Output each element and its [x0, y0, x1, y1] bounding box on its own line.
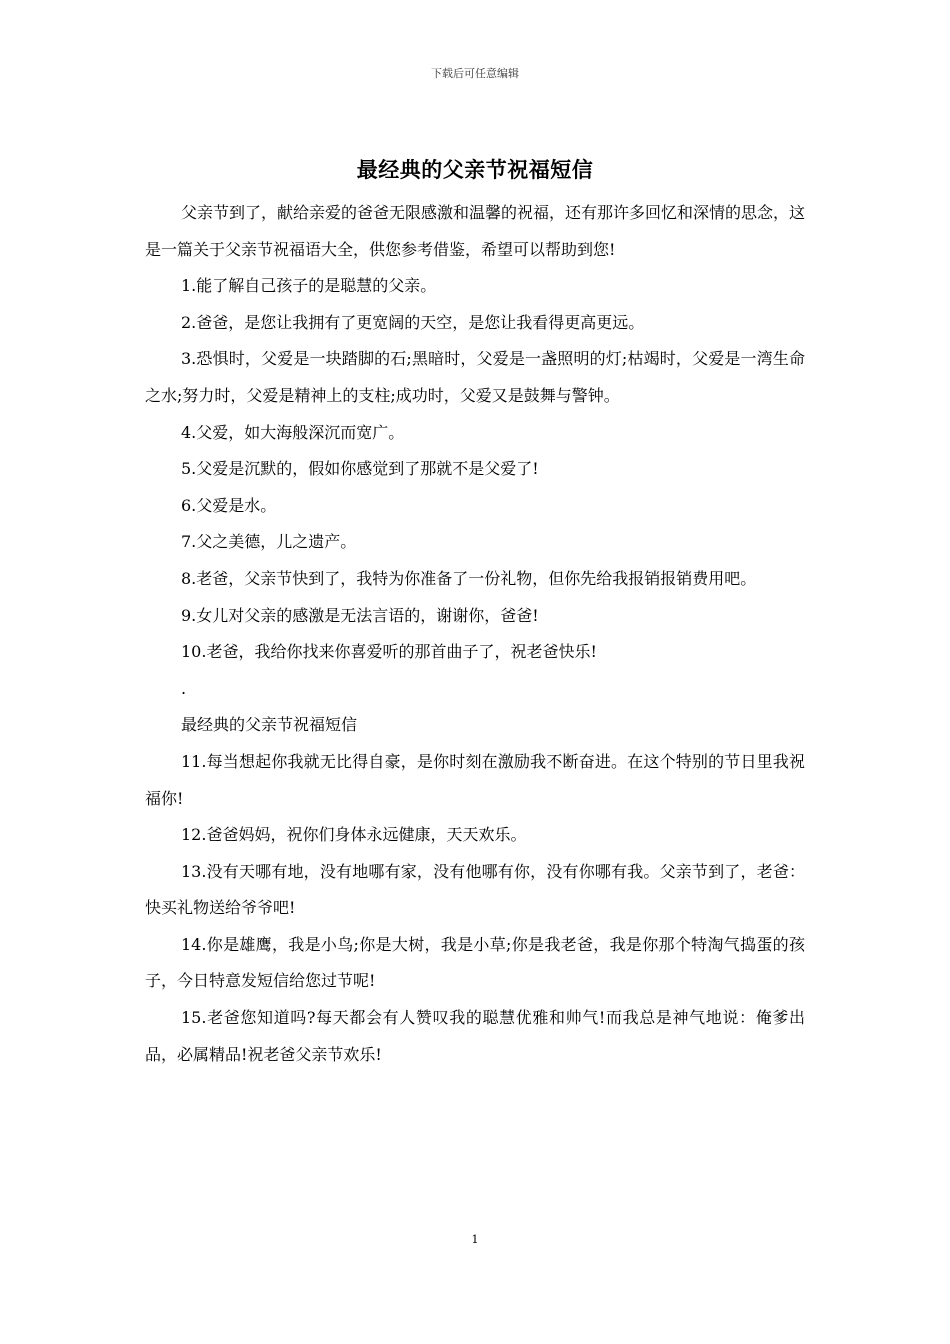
- document-body: [145, 195, 805, 1073]
- page-number: 1: [471, 1233, 479, 1246]
- section-subtitle: 最经典的父亲节祝福短信: [181, 715, 358, 735]
- page-header-note: 下载后可任意编辑: [431, 67, 519, 80]
- blessing-item-12: 12.爸爸妈妈，祝你们身体永远健康，天天欢乐。: [181, 825, 527, 845]
- blessing-item-4: 4.父爱，如大海般深沉而宽广。: [181, 422, 405, 442]
- blessing-item-14: 14.你是雄鹰，我是小鸟;你是大树，我是小草;你是我老爸，我是你那个特淘气捣蛋的孩子，今日特意发短信给您过节呢!: [145, 934, 805, 991]
- blessing-item-5: 5.父爱是沉默的，假如你感觉到了那就不是父爱了!: [181, 459, 539, 479]
- blessing-item-9: 9.女儿对父亲的感激是无法言语的，谢谢你，爸爸!: [181, 605, 539, 625]
- blessing-item-6: 6.父爱是水。: [181, 495, 277, 515]
- blessing-item-15: 15.老爸您知道吗?每天都会有人赞叹我的聪慧优雅和帅气!而我总是神气地说：俺爹出品，必属精品!祝老爸父亲节欢乐!: [145, 1008, 805, 1064]
- blessing-item-2: 2.爸爸，是您让我拥有了更宽阔的天空，是您让我看得更高更远。: [181, 312, 645, 332]
- blessing-item-13: 13.没有天哪有地，没有地哪有家，没有他哪有你，没有你哪有我。父亲节到了，老爸：快买礼物送给爷爷吧!: [145, 861, 805, 918]
- blessing-item-7: 7.父之美德，儿之遗产。: [181, 532, 357, 552]
- document-title: 最经典的父亲节祝福短信: [356, 158, 594, 182]
- separator-dot: .: [181, 678, 187, 698]
- blessing-item-10: 10.老爸，我给你找来你喜爱听的那首曲子了，祝老爸快乐!: [181, 642, 597, 662]
- blessing-item-3: 3.恐惧时，父爱是一块踏脚的石;黑暗时，父爱是一盏照明的灯;枯竭时，父爱是一湾生命之水;努力时，父爱是精神上的支柱;成功时，父爱又是鼓舞与警钟。: [145, 349, 805, 405]
- blessing-item-11: 11.每当想起你我就无比得自豪，是你时刻在激励我不断奋进。在这个特别的节日里我祝福你!: [145, 751, 805, 808]
- blessing-item-8: 8.老爸，父亲节快到了，我特为你准备了一份礼物，但你先给我报销报销费用吧。: [181, 568, 757, 588]
- intro-paragraph: 父亲节到了，献给亲爱的爸爸无限感激和温馨的祝福，还有那许多回忆和深情的思念，这是一篇关于父亲节祝福语大全，供您参考借鉴，希望可以帮助到您!: [145, 203, 806, 259]
- blessing-item-1: 1.能了解自己孩子的是聪慧的父亲。: [181, 276, 437, 296]
